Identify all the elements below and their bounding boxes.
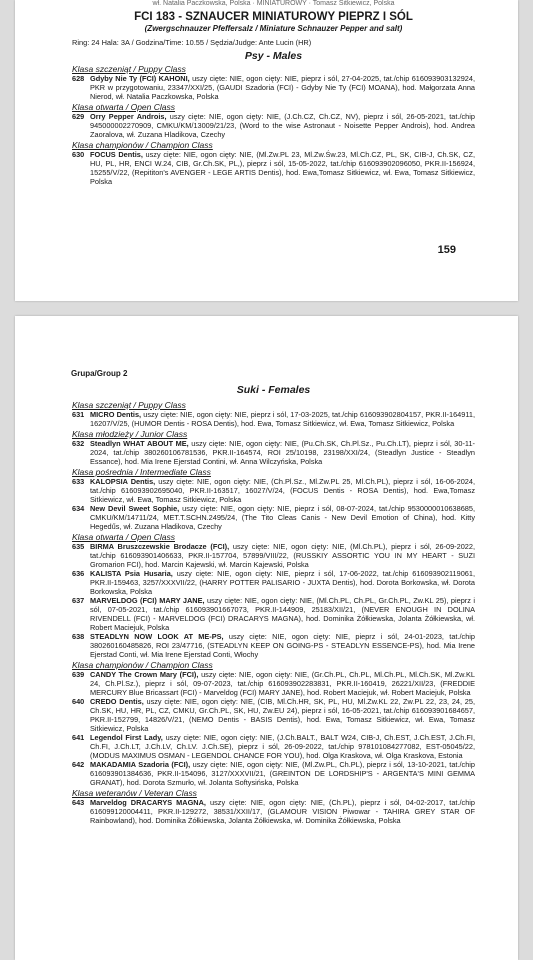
dog-name: KALISTA Psia Husaria, (90, 569, 173, 578)
entry-details (90, 697, 475, 733)
page-number: 159 (437, 244, 456, 256)
dog-name: Steadlyn WHAT ABOUT ME, (90, 439, 189, 448)
catalog-entry (72, 504, 475, 531)
dog-info: uszy cięte: NIE, ogon cięty: NIE, pieprz i sól, 08-07-2024, tat./chip 953000001063868​5, CMKU/KM/14711/24, MET.T.SCHN.2495/24, (The Tito Cleas Canis - New Devil Emotion of China), hod. Kitty Hegedűs, wł. Zuzana Hladikova, Czechy (90, 504, 475, 531)
catalog-entry (72, 670, 475, 697)
dog-name: MICRO Dentis, (90, 410, 142, 419)
dog-info: uszy cięte: NIE, ogon cięty: NIE, pieprz i sól, 17-03-2025, tat./chip 616093902804157, PKR.II-164911, 16207/V/25, (HUMOR Dentis - ROSA Dentis), hod. Ewa, Tomasz Sitkiewicz, wł. Ewa, Tomasz Sitkiewicz, Polska (90, 410, 475, 428)
class-heading: Klasa weteranów / Veteran Class (72, 788, 197, 798)
entry-details (90, 798, 475, 825)
dog-info: uszy cięte: NIE, ogon cięty: NIE, (J.Ch.BALT., BALT W24, CIB-J, Ch.EST, J.Ch.EST, J.Ch.FI, Ch.FI, J.Ch.LT, J.Ch.LV, Ch.LV. J.Ch.SE), pieprz i sól, 26-09-2022, tat./chip 978101084277082, EST-05045/22, (MODUS MAXIMUS OSMAN - LEGENDOL CHANCE FOR YOU), hod. Olga Kraskova, wł. Olga Kraskova, Estonia (90, 733, 475, 760)
class-heading: Klasa otwarta / Open Class (72, 102, 175, 112)
dog-name: Legendol First Lady, (90, 733, 163, 742)
catalog-entry (72, 798, 475, 825)
entry-number: 629 (72, 112, 85, 121)
dog-info: uszy cięte: NIE, ogon cięty: NIE, (Ch.Pl.Sz., Ml.Zw.PL 25, Ml.Ch.PL), pieprz i sól, 16-06-2024, tat./chip 616093902695040, PKR.II-163517, 16027/V/24, (FOCUS Dentis - ROSA Dentis), hod. Ewa,Tomasz Sitkiewicz, wł. Ewa, Tomasz Sitkiewicz, Polska (90, 477, 475, 504)
entry-number: 640 (72, 697, 85, 706)
catalog-entry (72, 74, 475, 101)
class-heading: Klasa pośrednia / Intermediate Class (72, 467, 211, 477)
entry-number: 634 (72, 504, 85, 513)
catalog-entry (72, 477, 475, 504)
dog-info: uszy cięte: NIE, ogon cięty: NIE, (Pu.Ch.SK, Ch.Pl.Sz., Pu.Ch.LT), pieprz i sól, 30-11-2024, tat./chip 380260106781536, PKR.II-164574, ROI 25/10198, 23198/XXI/24, (Steadlyn Justice - Steadlyn Essance), hod. Mia Irene Ejerstad Contini, wł. Anna Wilczyńska, Polska (90, 439, 475, 466)
catalog-entry (72, 596, 475, 632)
class-heading: Klasa championów / Champion Class (72, 140, 213, 150)
entry-number: 632 (72, 439, 85, 448)
dog-name: KALOPSIA Dentis, (90, 477, 156, 486)
dog-info: uszy cięte: NIE, ogon cięty: NIE, (CIB, Ml.Ch.HR, SK, PL, HU, Ml.Zw.KL 22, Zw.PL 22, 23, 24, 25, Ch.SK, HU, HR, PL, CZ, CMKU, Gr.Ch.PL, SK, HU, Zw.EU 24), pieprz i sól, 16-05-2021, tat./chip 616093901684657, PKR.II-152799, 14826/V/21, (NEMO Dentis - BASIS Dentis), hod. Ewa, Tomasz Sitkiewicz, wł. Ewa, Tomasz Sitkiewicz, Polska (90, 697, 475, 733)
entry-details (90, 542, 475, 569)
catalog-entry (72, 112, 475, 139)
entry-details (90, 596, 475, 632)
entry-number: 638 (72, 632, 85, 641)
class-heading: Klasa otwarta / Open Class (72, 532, 175, 542)
catalog-entry (72, 632, 475, 659)
group-label: Grupa/Group 2 (71, 369, 128, 378)
entry-number: 633 (72, 477, 85, 486)
females-heading: Suki - Females (236, 384, 311, 396)
catalog-entry (72, 542, 475, 569)
entry-details (90, 439, 475, 466)
catalog-entry (72, 569, 475, 596)
dog-name: CANDY The Crown Mary (FCI), (90, 670, 199, 679)
dog-info: uszy cięte: NIE, ogon cięty: NIE, (J.Ch.CZ, Ch.CZ, NV), pieprz i sól, 26-05-2021, tat./chip 945000002270909, CMKU/KM/13009/21/23, (Word to the wise Astronaut - Noisette Pepper Androis), hod. Andrea Zaoralova, wł. Zuzana Hladikova, Czechy (90, 112, 475, 139)
entry-number: 643 (72, 798, 85, 807)
entry-details (90, 410, 475, 428)
dog-info: uszy cięte: NIE, ogon cięty: NIE, pieprz i sól, 17-06-2022, tat./chip 616093902119061, PKR.II-159463, 3257/XXXVII/22, (HARRY POTTER PALISARIO - JUXTA Dentis), hod. Dorota Borkowska, wł. Dorota Borkowska, Polska (90, 569, 476, 596)
females-class-list (72, 400, 475, 825)
males-class-list (72, 64, 475, 186)
catalog-entry (72, 760, 475, 787)
entry-details (90, 632, 475, 659)
entry-details (90, 760, 475, 787)
entry-number: 636 (72, 569, 85, 578)
dog-name: CREDO Dentis, (90, 697, 144, 706)
catalog-entry (72, 150, 475, 186)
dog-info: uszy cięte: NIE, ogon cięty: NIE, (Gr.Ch.PL, Ch.PL, Ml.Ch.PL, Ml.Ch.SK, Ml.Zw.KL 24, Ch.Pl.Sz.), pieprz i sól, 09-07-2023, tat./chip 616093902283831, PKR.II-160419, 26221/XII/23, (FREDDIE MERCURY Blue Bricassart (FCI) - Marveldog (FCI) MARY JANE), hod. Robert Maciejuk, wł. Robert Maciejuk, Polska (90, 670, 475, 697)
entry-details (90, 504, 475, 531)
catalog-page-159 (15, 0, 518, 301)
dog-info: uszy cięte: NIE, ogon cięty: NIE, pieprz i sól, 27-04-2025, tat./chip 616093903132924, PKR w przygotowaniu, 23347/XXI/25, (GAUDI Szadoria (FCI) - Gdyby Nie Ty (FCI) MOANA), hod. Małgorzata Anna Nierod, wł. Natalia Paczkowska, Polska (90, 74, 475, 101)
entry-details (90, 74, 475, 101)
breed-title: FCI 183 - SZNAUCER MINIATUROWY PIEPRZ I SÓL (134, 11, 413, 23)
males-heading: Psy - Males (244, 50, 303, 62)
catalog-entry (72, 733, 475, 760)
dog-info: uszy cięte: NIE, ogon cięty: NIE, (Ml.Zw.PL, Ch.PL), pieprz i sól, 13-10-2021, tat./chip 616093901384636, PKR.II-154096, 3127/XXXVII/21, (GREINTON DE LORDSHIP'S - ARGENTA'S MINI GEMMA GRANAT), hod. Dorota Szmurło, wł. Jolanta Softysińska, Polska (90, 760, 475, 787)
class-heading: Klasa szczeniąt / Puppy Class (72, 64, 186, 74)
dog-info: uszy cięte: NIE, ogon cięty: NIE, (Ch.PL), pieprz i sól, 04-02-2017, tat./chip 616099120004411, PKR.II-129272, 38531/XXII/17, (GLAMOUR VISION Piwowar - TAHIRA GREY STAR OF Rainbowland), hod. Dominika Żółkiewska, Jolanta Żółkiewska, wł. Dominika Żółkiewska, Polska (90, 798, 476, 825)
class-heading: Klasa championów / Champion Class (72, 660, 213, 670)
breed-subtitle: (Zwergschnauzer Pfeffersalz / Miniature Schnauzer Pepper and salt) (144, 24, 403, 33)
class-heading: Klasa młodzieży / Junior Class (72, 429, 188, 439)
dog-name: Orry Pepper Androis, (90, 112, 167, 121)
catalog-entry (72, 439, 475, 466)
entry-number: 630 (72, 150, 85, 159)
entry-number: 641 (72, 733, 85, 742)
entry-number: 635 (72, 542, 85, 551)
dog-name: Gdyby Nie Ty (FCI) KAHONI, (90, 74, 190, 83)
entry-details (90, 569, 475, 596)
class-heading: Klasa szczeniąt / Puppy Class (72, 400, 186, 410)
dog-info: uszy cięte: NIE, ogon cięty: NIE, pieprz i sól, 24-01-2023, tat./chip 380260160485826, ROI 23/47716, (STEADLYN KEEP ON GOING-PS - STEADLYN ESSENCE-PS), hod. Mia Irene Ejerstad Conti, wł. Mia Irene Ejerstad Conti, Włochy (90, 632, 475, 659)
catalog-entry (72, 697, 475, 733)
dog-name: MARVELDOG (FCI) MARY JANE, (90, 596, 205, 605)
dog-name: MAKADAMIA Szadoria (FCI), (90, 760, 191, 769)
dog-info: uszy cięte: NIE, ogon cięty: NIE, (Ml.Ch.PL, Ch.PL, Gr.Ch.PL, Zw.KL 25), pieprz i sól, 07-05-2021, tat./chip 616093901667073, PKR.II-144909, 25183/XII/21, (NEVER ENOUGH IN DOLINA RIVENDELL (FCI) - MARVELDOG (FCI) DRACARYS MAGNA), hod. Dominika Żółkiewska, Jolanta Żółkiewska, wł. Robert Maciejuk, Polska (90, 596, 475, 632)
ring-info: Ring: 24 Hala: 3A / Godzina/Time: 10.55 / Sędzia/Judge: Ante Lucin (HR) (72, 38, 312, 47)
entry-details (90, 150, 475, 186)
dog-name: FOCUS Dentis, (90, 150, 143, 159)
entry-details (90, 112, 475, 139)
page-159-content (72, 0, 475, 186)
entry-details (90, 670, 475, 697)
cut-off-text-line: wł. Natalia Paczkowska, Polska · MINIATUROWY · Tomasz Sitkiewicz, Polska (152, 0, 395, 7)
catalog-entry (72, 410, 475, 428)
dog-name: New Devil Sweet Sophie, (90, 504, 180, 513)
dog-name: Marveldog DRACARYS MAGNA, (90, 798, 206, 807)
entry-details (90, 733, 475, 760)
dog-info: uszy cięte: NIE, ogon cięty: NIE, (Ml.Ch.PL), pieprz i sól, 26-09-2022, tat./chip 616093901406633, PKR.II-157704, 57899/VIII/22, (RUSSKIY ASSORTIC YOU IN MY HEART - SUZI Gromarion FCI), hod. Marcin Kajewski, wł. Marcin Kajewski, Polska (90, 542, 476, 569)
entry-details (90, 477, 475, 504)
entry-number: 642 (72, 760, 85, 769)
entry-number: 628 (72, 74, 85, 83)
dog-info: uszy cięte: NIE, ogon cięty: NIE, (Ml.Zw.PL 23, Ml.Zw.Św.23, Ml.Ch.CZ, PL, SK, CIB-J, Ch.SK, CZ, HU, PL, HR, ENCI W.24, CIB, Gr.Ch.SK, PL,), pieprz i sól, 15-05-2022, tat./chip 616093902096050, PKR.II-156924, 15255/V/22, (Repititon's AVENGER - LEGE ARTIS Dentis), hod. Ewa,Tomasz Sitkiewicz, wł. Ewa, Tomasz Sitkiewicz, Polska (90, 150, 475, 186)
entry-number: 639 (72, 670, 85, 679)
entry-number: 631 (72, 410, 85, 419)
page-next-content (72, 369, 475, 825)
entry-number: 637 (72, 596, 85, 605)
dog-name: BIRMA Bruszczewskie Brodacze (FCI), (90, 542, 230, 551)
catalog-page-next (15, 316, 518, 960)
dog-name: STEADLYN NOW LOOK AT ME-PS, (90, 632, 224, 641)
